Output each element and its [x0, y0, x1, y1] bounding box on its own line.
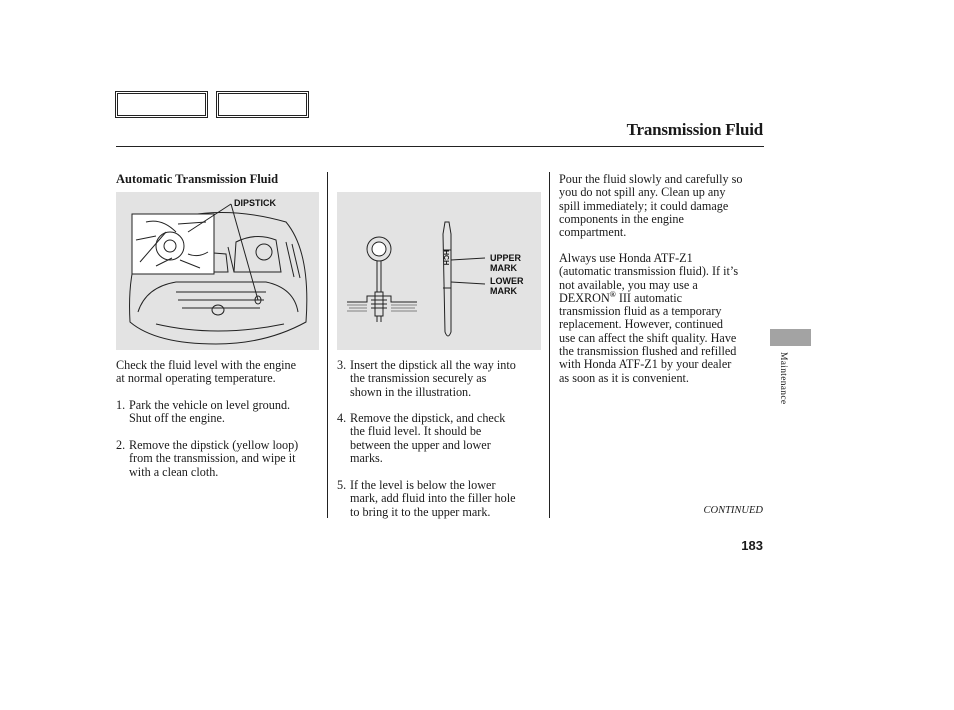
pour-paragraph [559, 173, 742, 239]
fluid-line-2: (automatic transmission fluid). If it’s [559, 264, 739, 279]
step-4-line-4: marks. [350, 450, 383, 465]
fluid-line-5: transmission fluid as a temporary [559, 304, 722, 319]
intro-line-1: Check the fluid level with the engine [116, 358, 297, 372]
page-title: Transmission Fluid [626, 120, 763, 139]
lower-mark-label [490, 276, 524, 296]
column-divider-1 [327, 172, 328, 518]
step-2-line-1: Remove the dipstick (yellow loop) [129, 438, 299, 452]
fluid-type-paragraph [559, 252, 738, 385]
fluid-line-3: not available, you may use a [559, 277, 698, 292]
step-1-line-2: Shut off the engine. [129, 411, 225, 426]
fluid-line-7: use can affect the shift quality. Have [559, 330, 737, 345]
fluid-line-8: the transmission flushed and refilled [559, 344, 737, 359]
step-5-line-3: to bring it to the upper mark. [350, 504, 491, 519]
column-divider-2 [549, 172, 550, 518]
pour-line-4: components in the engine [559, 211, 684, 226]
nav-box-right[interactable] [216, 91, 309, 118]
step-4-number: 4. [337, 411, 347, 425]
step-3-line-3: shown in the illustration. [350, 384, 472, 399]
registered-mark: ® [609, 289, 616, 299]
section-tab[interactable] [770, 329, 811, 346]
continued-label: CONTINUED [703, 505, 763, 516]
upper-mark-label [490, 253, 521, 273]
step-5-line-2: mark, add fluid into the filler hole [350, 491, 516, 506]
step-2-line-2: from the transmission, and wipe it [129, 451, 296, 466]
dexron-suffix: III automatic [615, 290, 683, 305]
intro-paragraph [116, 359, 296, 386]
step-1-number: 1. [116, 398, 126, 412]
dexron-text: DEXRON [559, 290, 610, 305]
step-4-line-2: the fluid level. It should be [350, 424, 482, 439]
step-3-number: 3. [337, 358, 347, 372]
pour-line-1: Pour the fluid slowly and carefully so [559, 172, 743, 186]
engine-drawing [116, 192, 319, 350]
step-2-number: 2. [116, 438, 126, 452]
lower-mark-line-2: MARK [490, 286, 517, 296]
step-3-line-1: Insert the dipstick all the way into [350, 358, 516, 372]
engine-illustration [116, 192, 319, 350]
step-5-number: 5. [337, 478, 347, 492]
fluid-line-1: Always use Honda ATF-Z1 [559, 251, 693, 265]
step-3-line-2: the transmission securely as [350, 371, 487, 386]
step-5-line-1: If the level is below the lower [350, 478, 496, 492]
pour-line-2: you do not spill any. Clean up any [559, 185, 726, 200]
upper-mark-line-2: MARK [490, 263, 517, 273]
fluid-line-10: as soon as it is convenient. [559, 370, 689, 385]
pour-line-5: compartment. [559, 225, 627, 240]
lower-mark-line-1: LOWER [490, 276, 524, 286]
fluid-line-6: replacement. However, continued [559, 317, 723, 332]
nav-box-left[interactable] [115, 91, 208, 118]
pour-line-3: spill immediately; it could damage [559, 198, 729, 213]
fluid-line-4 [559, 289, 738, 305]
step-4-line-3: between the upper and lower [350, 437, 491, 452]
title-rule [116, 146, 764, 147]
section-tab-label: Maintenance [778, 352, 788, 405]
upper-mark-line-1: UPPER [490, 253, 522, 263]
page-number: 183 [741, 538, 763, 553]
step-1-line-1: Park the vehicle on level ground. [129, 398, 291, 412]
fluid-line-9: with Honda ATF-Z1 by your dealer [559, 357, 732, 372]
step-4-line-1: Remove the dipstick, and check [350, 411, 506, 425]
dipstick-illustration [337, 192, 541, 350]
stick-text: HCH [442, 250, 449, 266]
intro-line-2: at normal operating temperature. [116, 371, 276, 386]
step-2-line-3: with a clean cloth. [129, 464, 219, 479]
dipstick-label: DIPSTICK [234, 198, 277, 208]
section-heading: Automatic Transmission Fluid [116, 172, 279, 186]
